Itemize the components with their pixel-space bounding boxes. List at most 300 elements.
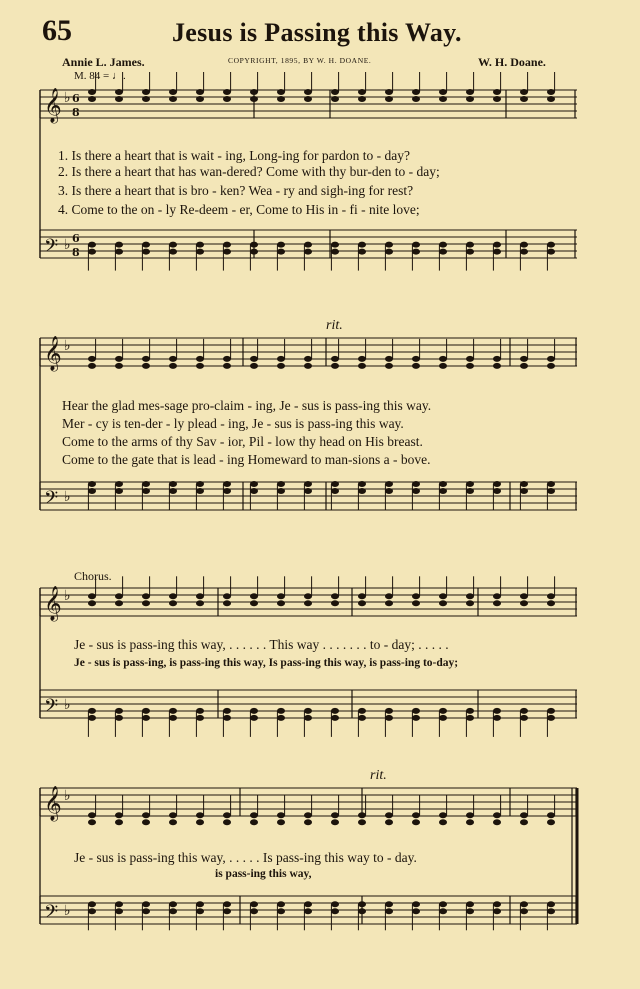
note-head bbox=[115, 708, 123, 714]
note-head bbox=[520, 593, 528, 599]
note-head bbox=[466, 819, 474, 825]
key-flat: ♭ bbox=[64, 489, 71, 505]
note-head bbox=[196, 481, 204, 487]
note-head bbox=[493, 715, 501, 721]
note-head bbox=[439, 901, 447, 907]
time-signature: 8 bbox=[72, 246, 80, 259]
note-head bbox=[520, 249, 528, 255]
note-head bbox=[304, 908, 312, 914]
key-flat: ♭ bbox=[64, 903, 71, 919]
note-head bbox=[412, 363, 420, 369]
note-head bbox=[466, 901, 474, 907]
note-head bbox=[520, 901, 528, 907]
note-head bbox=[439, 89, 447, 95]
note-head bbox=[169, 715, 177, 721]
note-head bbox=[520, 96, 528, 102]
note-head bbox=[412, 593, 420, 599]
note-head bbox=[358, 96, 366, 102]
note-head bbox=[331, 488, 339, 494]
note-head bbox=[250, 819, 258, 825]
note-head bbox=[385, 363, 393, 369]
note-head bbox=[358, 812, 366, 818]
note-head bbox=[493, 593, 501, 599]
note-head bbox=[493, 819, 501, 825]
note-head bbox=[331, 901, 339, 907]
key-flat: ♭ bbox=[64, 788, 71, 804]
note-head bbox=[169, 593, 177, 599]
note-head bbox=[88, 908, 96, 914]
note-head bbox=[277, 715, 285, 721]
note-head bbox=[115, 89, 123, 95]
hymn-number: 65 bbox=[42, 14, 72, 47]
note-head bbox=[277, 908, 285, 914]
bass-clef: 𝄢 bbox=[44, 488, 59, 513]
note-head bbox=[520, 363, 528, 369]
note-head bbox=[385, 481, 393, 487]
note-head bbox=[412, 715, 420, 721]
key-flat: ♭ bbox=[64, 338, 71, 354]
note-head bbox=[196, 363, 204, 369]
note-head bbox=[331, 708, 339, 714]
note-head bbox=[223, 708, 231, 714]
note-head bbox=[547, 249, 555, 255]
bass-clef: 𝄢 bbox=[44, 696, 59, 721]
note-head bbox=[223, 249, 231, 255]
note-head bbox=[358, 488, 366, 494]
note-head bbox=[88, 481, 96, 487]
chorus-lyric-1-alt: Je - sus is pass-ing, is pass-ing this way, Is pass-ing this way, is pass-ing to-day; bbox=[74, 657, 459, 669]
note-head bbox=[304, 812, 312, 818]
note-head bbox=[547, 363, 555, 369]
note-head bbox=[331, 242, 339, 248]
note-head bbox=[277, 481, 285, 487]
tempo-marking: M. 84 = ♩. bbox=[74, 70, 126, 82]
note-head bbox=[385, 593, 393, 599]
note-head bbox=[412, 89, 420, 95]
note-head bbox=[304, 715, 312, 721]
note-head bbox=[223, 715, 231, 721]
rit-marking: rit. bbox=[326, 318, 343, 333]
note-head bbox=[142, 363, 150, 369]
note-head bbox=[115, 715, 123, 721]
note-head bbox=[412, 908, 420, 914]
note-head bbox=[277, 96, 285, 102]
note-head bbox=[439, 356, 447, 362]
note-head bbox=[223, 819, 231, 825]
note-head bbox=[196, 600, 204, 606]
note-head bbox=[466, 715, 474, 721]
note-head bbox=[115, 819, 123, 825]
note-head bbox=[115, 593, 123, 599]
note-head bbox=[88, 89, 96, 95]
note-head bbox=[250, 356, 258, 362]
note-head bbox=[142, 242, 150, 248]
note-head bbox=[547, 356, 555, 362]
note-head bbox=[466, 593, 474, 599]
time-signature: 6 bbox=[72, 232, 80, 245]
note-head bbox=[358, 715, 366, 721]
note-head bbox=[466, 812, 474, 818]
note-head bbox=[547, 600, 555, 606]
note-head bbox=[412, 901, 420, 907]
note-head bbox=[169, 819, 177, 825]
note-head bbox=[196, 488, 204, 494]
note-head bbox=[115, 481, 123, 487]
note-head bbox=[385, 488, 393, 494]
note-head bbox=[493, 908, 501, 914]
note-head bbox=[142, 488, 150, 494]
note-head bbox=[88, 901, 96, 907]
note-head bbox=[169, 901, 177, 907]
note-head bbox=[439, 908, 447, 914]
note-head bbox=[385, 600, 393, 606]
note-head bbox=[547, 593, 555, 599]
note-head bbox=[196, 242, 204, 248]
verse-line-1: 1. Is there a heart that is wait - ing, Long-ing for pardon to - day? bbox=[58, 148, 411, 163]
note-head bbox=[196, 356, 204, 362]
note-head bbox=[439, 96, 447, 102]
note-head bbox=[520, 488, 528, 494]
note-head bbox=[547, 488, 555, 494]
time-signature: 8 bbox=[72, 106, 80, 119]
chorus-label: Chorus. bbox=[74, 569, 112, 583]
note-head bbox=[277, 901, 285, 907]
note-head bbox=[412, 488, 420, 494]
note-head bbox=[466, 908, 474, 914]
note-head bbox=[439, 600, 447, 606]
note-head bbox=[547, 481, 555, 487]
note-head bbox=[547, 901, 555, 907]
note-head bbox=[223, 356, 231, 362]
note-head bbox=[493, 901, 501, 907]
note-head bbox=[466, 249, 474, 255]
note-head bbox=[88, 708, 96, 714]
note-head bbox=[412, 708, 420, 714]
note-head bbox=[358, 819, 366, 825]
note-head bbox=[115, 363, 123, 369]
note-head bbox=[439, 488, 447, 494]
note-head bbox=[331, 812, 339, 818]
note-head bbox=[412, 819, 420, 825]
note-head bbox=[223, 593, 231, 599]
note-head bbox=[412, 600, 420, 606]
note-head bbox=[547, 908, 555, 914]
note-head bbox=[493, 96, 501, 102]
note-head bbox=[142, 708, 150, 714]
chorus-lyric-2-alt: is pass-ing this way, bbox=[215, 868, 312, 880]
note-head bbox=[520, 708, 528, 714]
note-head bbox=[304, 89, 312, 95]
note-head bbox=[223, 242, 231, 248]
note-head bbox=[277, 242, 285, 248]
note-head bbox=[358, 908, 366, 914]
note-head bbox=[439, 812, 447, 818]
note-head bbox=[88, 356, 96, 362]
note-head bbox=[115, 901, 123, 907]
note-head bbox=[331, 481, 339, 487]
note-head bbox=[547, 819, 555, 825]
note-head bbox=[88, 819, 96, 825]
note-head bbox=[169, 89, 177, 95]
verse-line-3: 3. Is there a heart that is bro - ken? Wea - ry and sigh-ing for rest? bbox=[58, 183, 414, 198]
note-head bbox=[331, 363, 339, 369]
note-head bbox=[520, 242, 528, 248]
note-head bbox=[223, 600, 231, 606]
note-head bbox=[385, 356, 393, 362]
rit-marking-2: rit. bbox=[370, 768, 387, 783]
note-head bbox=[439, 593, 447, 599]
note-head bbox=[304, 488, 312, 494]
note-head bbox=[385, 96, 393, 102]
note-head bbox=[493, 356, 501, 362]
note-head bbox=[250, 812, 258, 818]
note-head bbox=[115, 600, 123, 606]
note-head bbox=[250, 89, 258, 95]
note-head bbox=[466, 488, 474, 494]
note-head bbox=[439, 708, 447, 714]
note-head bbox=[385, 89, 393, 95]
author: Annie L. James. bbox=[62, 55, 145, 69]
note-head bbox=[466, 481, 474, 487]
note-head bbox=[466, 600, 474, 606]
note-head bbox=[88, 96, 96, 102]
note-head bbox=[358, 89, 366, 95]
copyright: COPYRIGHT, 1895, BY W. H. DOANE. bbox=[228, 56, 372, 65]
note-head bbox=[493, 600, 501, 606]
note-head bbox=[466, 96, 474, 102]
note-head bbox=[493, 363, 501, 369]
note-head bbox=[169, 600, 177, 606]
note-head bbox=[304, 96, 312, 102]
note-head bbox=[331, 593, 339, 599]
note-head bbox=[331, 89, 339, 95]
note-head bbox=[493, 242, 501, 248]
note-head bbox=[412, 356, 420, 362]
note-head bbox=[277, 708, 285, 714]
note-head bbox=[304, 481, 312, 487]
note-head bbox=[169, 249, 177, 255]
note-head bbox=[439, 363, 447, 369]
note-head bbox=[358, 481, 366, 487]
bass-clef: 𝄢 bbox=[44, 902, 59, 927]
note-head bbox=[358, 901, 366, 907]
treble-clef: 𝄞 bbox=[44, 786, 62, 821]
note-head bbox=[547, 812, 555, 818]
note-head bbox=[385, 242, 393, 248]
note-head bbox=[493, 249, 501, 255]
key-flat: ♭ bbox=[64, 588, 71, 604]
note-head bbox=[277, 600, 285, 606]
note-head bbox=[277, 488, 285, 494]
note-head bbox=[304, 242, 312, 248]
note-head bbox=[169, 356, 177, 362]
note-head bbox=[142, 600, 150, 606]
note-head bbox=[520, 356, 528, 362]
verse-line-4: 4. Come to the on - ly Re-deem - er, Come to His in - fi - nite love; bbox=[58, 202, 420, 217]
note-head bbox=[115, 812, 123, 818]
note-head bbox=[250, 96, 258, 102]
note-head bbox=[250, 481, 258, 487]
note-head bbox=[250, 600, 258, 606]
note-head bbox=[331, 908, 339, 914]
note-head bbox=[331, 96, 339, 102]
note-head bbox=[223, 96, 231, 102]
note-head bbox=[520, 715, 528, 721]
note-head bbox=[250, 715, 258, 721]
note-head bbox=[331, 715, 339, 721]
note-head bbox=[304, 249, 312, 255]
note-head bbox=[547, 96, 555, 102]
note-head bbox=[358, 249, 366, 255]
note-head bbox=[169, 708, 177, 714]
note-head bbox=[412, 242, 420, 248]
note-head bbox=[520, 600, 528, 606]
note-head bbox=[142, 812, 150, 818]
bass-clef: 𝄢 bbox=[44, 236, 59, 261]
note-head bbox=[493, 812, 501, 818]
note-head bbox=[250, 363, 258, 369]
note-head bbox=[88, 242, 96, 248]
note-head bbox=[412, 481, 420, 487]
note-head bbox=[385, 901, 393, 907]
treble-clef: 𝄞 bbox=[44, 336, 62, 371]
note-head bbox=[520, 89, 528, 95]
note-head bbox=[412, 96, 420, 102]
note-head bbox=[466, 89, 474, 95]
note-head bbox=[304, 901, 312, 907]
note-head bbox=[196, 715, 204, 721]
note-head bbox=[358, 708, 366, 714]
note-head bbox=[547, 708, 555, 714]
note-head bbox=[331, 600, 339, 606]
note-head bbox=[88, 593, 96, 599]
note-head bbox=[277, 356, 285, 362]
note-head bbox=[547, 715, 555, 721]
note-head bbox=[412, 812, 420, 818]
note-head bbox=[520, 812, 528, 818]
hymn-title: Jesus is Passing this Way. bbox=[172, 18, 462, 47]
note-head bbox=[115, 356, 123, 362]
note-head bbox=[439, 715, 447, 721]
note-head bbox=[493, 708, 501, 714]
chorus-lyric-1: Je - sus is pass-ing this way, . . . . . . This way . . . . . . . to - day; . . . . . bbox=[74, 637, 449, 652]
verse-line-2: 2. Is there a heart that has wan-dered? Come with thy bur-den to - day; bbox=[58, 164, 440, 179]
note-head bbox=[88, 600, 96, 606]
note-head bbox=[142, 481, 150, 487]
note-head bbox=[169, 242, 177, 248]
note-head bbox=[196, 89, 204, 95]
note-head bbox=[304, 593, 312, 599]
note-head bbox=[88, 488, 96, 494]
note-head bbox=[223, 901, 231, 907]
note-head bbox=[277, 363, 285, 369]
treble-clef: 𝄞 bbox=[44, 88, 62, 123]
note-head bbox=[88, 363, 96, 369]
note-head bbox=[520, 481, 528, 487]
note-head bbox=[250, 901, 258, 907]
note-head bbox=[304, 600, 312, 606]
key-flat: ♭ bbox=[64, 697, 71, 713]
note-head bbox=[385, 715, 393, 721]
note-head bbox=[493, 481, 501, 487]
note-head bbox=[277, 593, 285, 599]
note-head bbox=[250, 249, 258, 255]
note-head bbox=[520, 908, 528, 914]
key-flat: ♭ bbox=[64, 237, 71, 253]
note-head bbox=[196, 593, 204, 599]
refrain-line-3: Come to the arms of thy Sav - ior, Pil - low thy head on His breast. bbox=[62, 434, 423, 449]
note-head bbox=[142, 249, 150, 255]
note-head bbox=[520, 819, 528, 825]
note-head bbox=[142, 593, 150, 599]
note-head bbox=[304, 708, 312, 714]
note-head bbox=[304, 363, 312, 369]
note-head bbox=[142, 908, 150, 914]
note-head bbox=[250, 242, 258, 248]
note-head bbox=[88, 715, 96, 721]
note-head bbox=[196, 901, 204, 907]
note-head bbox=[223, 488, 231, 494]
note-head bbox=[277, 249, 285, 255]
note-head bbox=[115, 242, 123, 248]
note-head bbox=[250, 708, 258, 714]
note-head bbox=[223, 89, 231, 95]
note-head bbox=[169, 908, 177, 914]
note-head bbox=[358, 242, 366, 248]
note-head bbox=[169, 96, 177, 102]
note-head bbox=[439, 242, 447, 248]
note-head bbox=[358, 600, 366, 606]
note-head bbox=[331, 356, 339, 362]
note-head bbox=[412, 249, 420, 255]
note-head bbox=[115, 908, 123, 914]
note-head bbox=[142, 96, 150, 102]
treble-clef: 𝄞 bbox=[44, 586, 62, 621]
note-head bbox=[304, 819, 312, 825]
note-head bbox=[277, 812, 285, 818]
note-head bbox=[439, 249, 447, 255]
note-head bbox=[223, 481, 231, 487]
note-head bbox=[115, 488, 123, 494]
note-head bbox=[250, 488, 258, 494]
note-head bbox=[196, 96, 204, 102]
note-head bbox=[250, 593, 258, 599]
note-head bbox=[223, 363, 231, 369]
note-head bbox=[304, 356, 312, 362]
note-head bbox=[358, 593, 366, 599]
refrain-line-2: Mer - cy is ten-der - ly plead - ing, Je - sus is pass-ing this way. bbox=[62, 416, 404, 431]
note-head bbox=[385, 908, 393, 914]
time-signature: 6 bbox=[72, 92, 80, 105]
note-head bbox=[115, 96, 123, 102]
note-head bbox=[439, 819, 447, 825]
note-head bbox=[358, 363, 366, 369]
note-head bbox=[439, 481, 447, 487]
note-head bbox=[169, 488, 177, 494]
note-head bbox=[142, 715, 150, 721]
note-head bbox=[169, 481, 177, 487]
note-head bbox=[115, 249, 123, 255]
note-head bbox=[169, 812, 177, 818]
note-head bbox=[196, 249, 204, 255]
note-head bbox=[547, 242, 555, 248]
note-head bbox=[547, 89, 555, 95]
note-head bbox=[88, 249, 96, 255]
chorus-lyric-2: Je - sus is pass-ing this way, . . . . . Is pass-ing this way to - day. bbox=[74, 850, 417, 865]
note-head bbox=[358, 356, 366, 362]
note-head bbox=[277, 819, 285, 825]
note-head bbox=[331, 249, 339, 255]
